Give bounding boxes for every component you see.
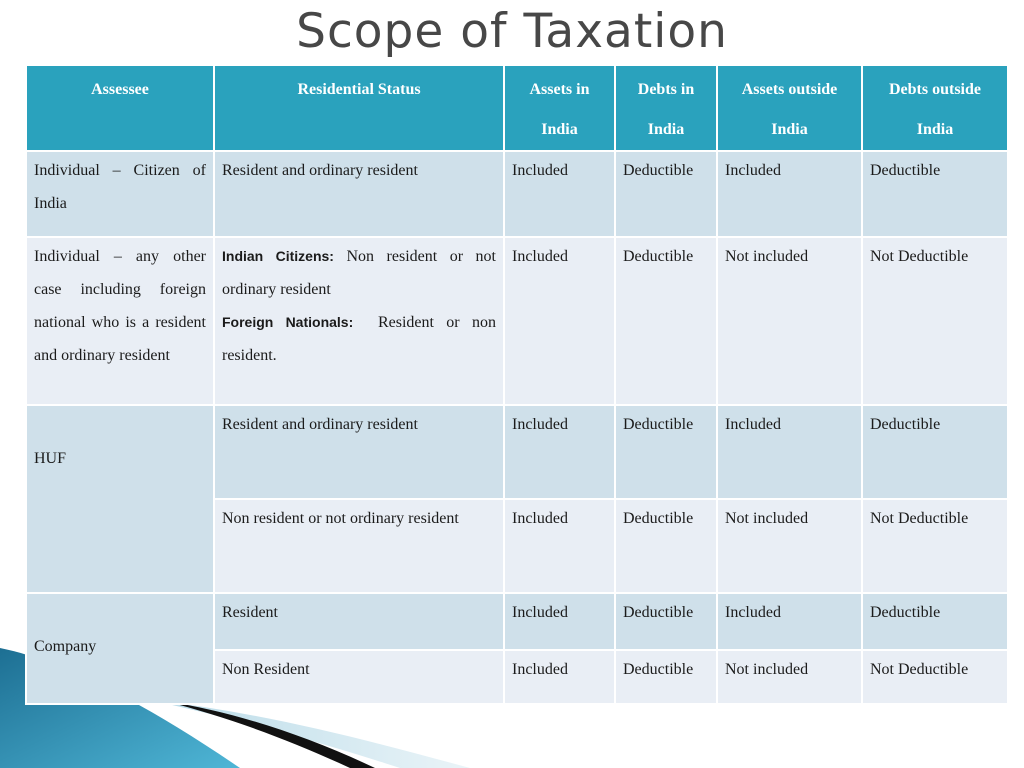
header-assets-in-india: Assets in India xyxy=(504,65,615,151)
header-assessee: Assessee xyxy=(26,65,214,151)
debts-in-cell: Deductible xyxy=(615,593,717,650)
taxation-table xyxy=(25,64,1009,705)
debts-out-cell: Deductible xyxy=(862,405,1008,499)
assets-in-cell: Included xyxy=(504,151,615,237)
header-assets-outside-india: Assets outside India xyxy=(717,65,862,151)
status-cell: Resident and ordinary resident xyxy=(214,151,504,237)
debts-in-cell: Deductible xyxy=(615,650,717,704)
assessee-cell-company xyxy=(26,593,214,704)
debts-in-cell: Deductible xyxy=(615,499,717,593)
debts-out-cell: Not Deductible xyxy=(862,650,1008,704)
status-cell xyxy=(214,237,504,405)
header-residential-status: Residential Status xyxy=(214,65,504,151)
assessee-cell: Individual – Citizen of India xyxy=(26,151,214,237)
assets-out-cell: Included xyxy=(717,151,862,237)
assets-out-cell: Not included xyxy=(717,237,862,405)
debts-out-cell: Deductible xyxy=(862,151,1008,237)
assets-in-cell: Included xyxy=(504,593,615,650)
assessee-label-company: Company xyxy=(34,638,97,655)
assessee-cell: Individual – any other case including foreign national who is a resident and ordinary resident xyxy=(26,237,214,405)
debts-in-cell: Deductible xyxy=(615,405,717,499)
debts-out-cell: Not Deductible xyxy=(862,499,1008,593)
assets-in-cell: Included xyxy=(504,499,615,593)
header-debts-outside-india: Debts outside India xyxy=(862,65,1008,151)
debts-in-cell: Deductible xyxy=(615,237,717,405)
status-text-indian-citizens: Non resident or not ordinary resident xyxy=(222,248,496,298)
assets-in-cell: Included xyxy=(504,650,615,704)
assessee-cell-huf xyxy=(26,405,214,593)
assets-in-cell: Included xyxy=(504,405,615,499)
debts-out-cell: Not Deductible xyxy=(862,237,1008,405)
debts-out-cell: Deductible xyxy=(862,593,1008,650)
status-cell: Non Resident xyxy=(214,650,504,704)
debts-in-cell: Deductible xyxy=(615,151,717,237)
assessee-label-huf: HUF xyxy=(34,450,67,467)
assets-out-cell: Not included xyxy=(717,650,862,704)
assets-in-cell: Included xyxy=(504,237,615,405)
table-row xyxy=(26,151,1008,237)
status-cell: Resident and ordinary resident xyxy=(214,405,504,499)
assets-out-cell: Not included xyxy=(717,499,862,593)
assets-out-cell: Included xyxy=(717,405,862,499)
assets-out-cell: Included xyxy=(717,593,862,650)
page-title: Scope of Taxation xyxy=(296,4,728,59)
header-debts-in-india: Debts in India xyxy=(615,65,717,151)
header-row xyxy=(26,65,1008,151)
status-label-indian-citizens: Indian Citizens: xyxy=(222,248,334,264)
table-row xyxy=(26,405,1008,499)
table-row xyxy=(26,593,1008,650)
status-label-foreign-nationals: Foreign Nationals: xyxy=(222,314,354,330)
table-row xyxy=(26,237,1008,405)
status-text-foreign-nationals: Resident or non resident. xyxy=(222,314,500,364)
status-cell: Resident xyxy=(214,593,504,650)
status-cell: Non resident or not ordinary resident xyxy=(214,499,504,593)
